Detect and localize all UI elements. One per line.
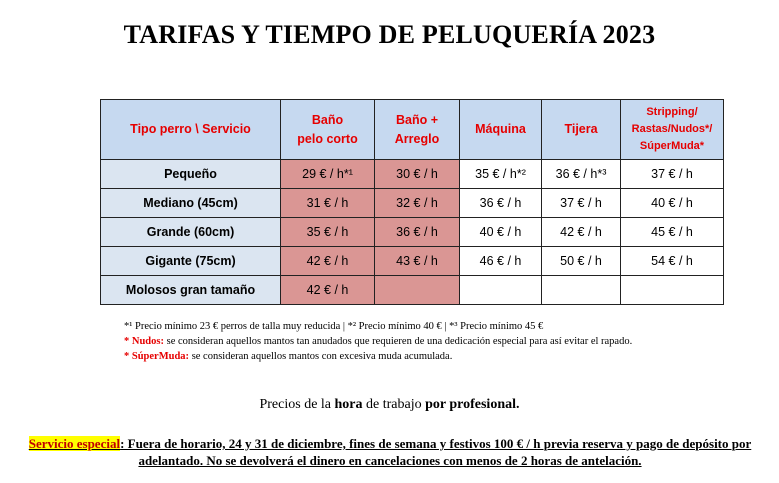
row-label: Gigante (75cm) xyxy=(101,247,281,276)
price-cell xyxy=(375,276,460,305)
table-row xyxy=(101,160,724,189)
row-label: Molosos gran tamaño xyxy=(101,276,281,305)
price-cell: 54 € / h xyxy=(621,247,724,276)
price-cell: 37 € / h xyxy=(542,189,621,218)
footnote-minimums: *¹ Precio mínimo 23 € perros de talla muy reducida | *² Precio mínimo 40 € | *³ Precio mínimo 45 € xyxy=(124,321,544,332)
price-cell: 40 € / h xyxy=(460,218,542,247)
table-row xyxy=(101,218,724,247)
price-cell: 32 € / h xyxy=(375,189,460,218)
price-cell xyxy=(542,276,621,305)
price-cell: 45 € / h xyxy=(621,218,724,247)
price-cell: 29 € / h*¹ xyxy=(281,160,375,189)
table-header-row xyxy=(101,100,724,160)
header-maquina: Máquina xyxy=(460,100,542,160)
hours-note: Precios de la hora de trabajo por profesional. xyxy=(259,397,520,412)
price-cell: 36 € / h xyxy=(375,218,460,247)
table-row xyxy=(101,189,724,218)
table-row xyxy=(101,247,724,276)
price-cell: 50 € / h xyxy=(542,247,621,276)
price-cell: 35 € / h*² xyxy=(460,160,542,189)
price-cell: 36 € / h xyxy=(460,189,542,218)
price-cell xyxy=(621,276,724,305)
price-cell: 31 € / h xyxy=(281,189,375,218)
price-cell: 42 € / h xyxy=(281,276,375,305)
price-cell: 37 € / h xyxy=(621,160,724,189)
row-label: Mediano (45cm) xyxy=(101,189,281,218)
header-bano-corto: Baño pelo corto xyxy=(281,100,375,160)
header-bano-arreglo: Baño + Arreglo xyxy=(375,100,460,160)
table-row xyxy=(101,276,724,305)
row-label: Grande (60cm) xyxy=(101,218,281,247)
price-cell: 46 € / h xyxy=(460,247,542,276)
header-stripping: Stripping/ Rastas/Nudos*/ SúperMuda* xyxy=(621,100,724,160)
price-cell: 43 € / h xyxy=(375,247,460,276)
special-service-text: : Fuera de horario, 24 y 31 de diciembre, fines de semana y festivos 100 € / h previa reserva y pago de depósito por adelantado. No se devolverá el dinero en cancelaciones con menos de 2 horas de antelación. xyxy=(120,436,752,468)
price-cell: 30 € / h xyxy=(375,160,460,189)
footnote-supermuda xyxy=(124,349,694,364)
nudos-label: * Nudos: xyxy=(124,336,164,347)
price-cell: 42 € / h xyxy=(281,247,375,276)
price-cell: 40 € / h xyxy=(621,189,724,218)
special-service-note xyxy=(20,435,760,469)
supermuda-text: se consideran aquellos mantos con excesiva muda acumulada. xyxy=(189,351,453,362)
price-cell: 36 € / h*³ xyxy=(542,160,621,189)
page-title: TARIFAS Y TIEMPO DE PELUQUERÍA 2023 xyxy=(123,20,656,49)
header-tijera: Tijera xyxy=(542,100,621,160)
footnote-nudos xyxy=(124,334,694,349)
rates-table xyxy=(100,99,724,305)
header-corner: Tipo perro \ Servicio xyxy=(101,100,281,160)
supermuda-label: * SúperMuda: xyxy=(124,351,190,362)
special-service-label: Servicio especial xyxy=(28,436,121,451)
nudos-text: se consideran aquellos mantos tan anudados que requieren de una dedicación especial para así evitar el rapado. xyxy=(163,336,633,347)
price-cell: 35 € / h xyxy=(281,218,375,247)
row-label: Pequeño xyxy=(101,160,281,189)
price-cell: 42 € / h xyxy=(542,218,621,247)
footnotes xyxy=(124,319,694,364)
price-cell xyxy=(460,276,542,305)
